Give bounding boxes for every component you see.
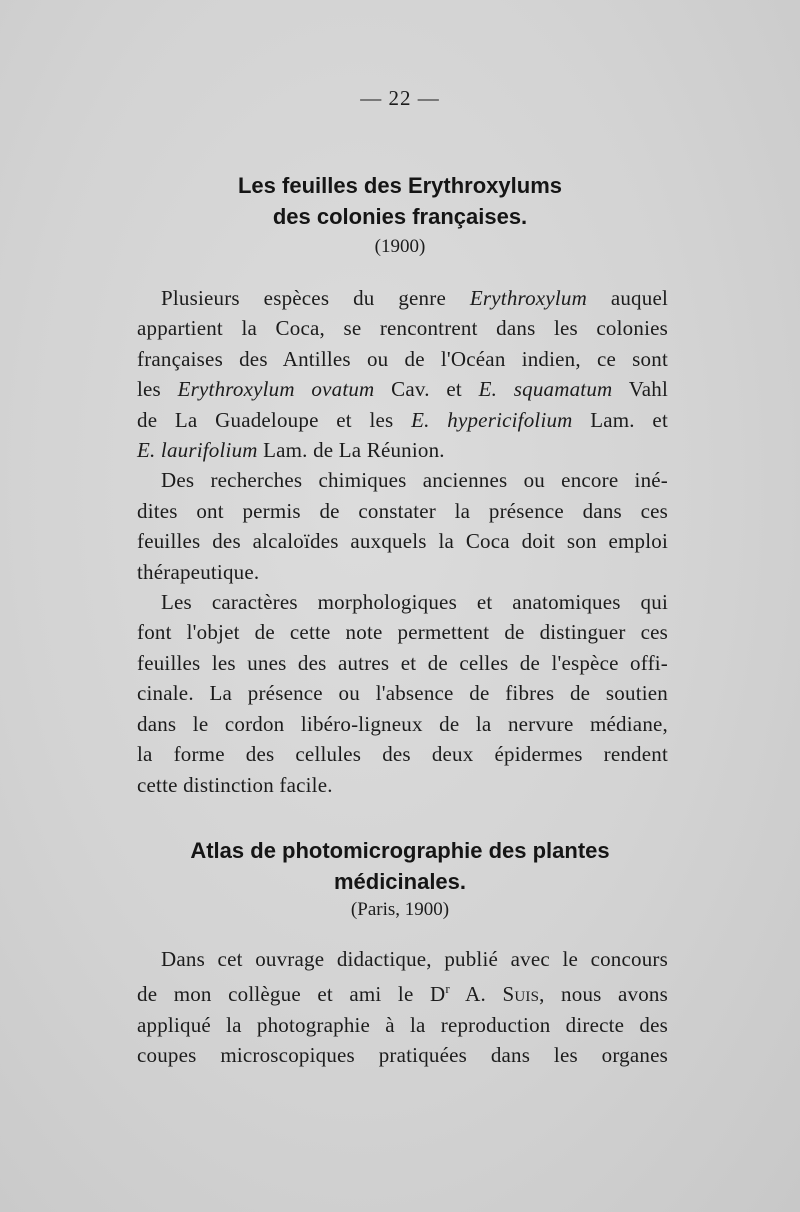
text-line: Des recherches chimiques anciennes ou encore iné- bbox=[161, 468, 668, 493]
text-line: appartient la Coca, se rencontrent dans les colonies bbox=[137, 316, 668, 341]
page-number: — 22 — bbox=[360, 86, 440, 110]
text-line: la forme des cellules des deux épidermes rendent bbox=[137, 742, 668, 767]
text-line: les Erythroxylum ovatum Cav. et E. squamatum Vahl bbox=[137, 377, 668, 402]
text-line: feuilles des alcaloïdes auxquels la Coca doit son emploi bbox=[137, 529, 668, 554]
text-line: feuilles les unes des autres et de celles de l'espèce offi- bbox=[137, 650, 668, 675]
text-line: font l'objet de cette note permettent de distinguer ces bbox=[137, 620, 668, 645]
section-body-atlas bbox=[137, 944, 668, 1071]
text-line: françaises des Antilles ou de l'Océan indien, ce sont bbox=[137, 346, 668, 371]
section-title-line: Atlas de photomicrographie des plantes bbox=[190, 838, 610, 863]
section-title-line: des colonies françaises. bbox=[272, 204, 528, 229]
text-line: de mon collègue et ami le $D^r$ A. Suis, nous avons bbox=[137, 981, 668, 1007]
section-title-line: Les feuilles des Erythroxylums bbox=[237, 173, 563, 198]
text-line: Dans cet ouvrage didactique, publié avec le concours bbox=[161, 947, 668, 971]
text-line: dans le cordon libéro-ligneux de la nervure médiane, bbox=[137, 711, 668, 736]
section-year: (1900) bbox=[374, 236, 426, 257]
section-body-erythroxylums bbox=[137, 283, 668, 800]
text-line: appliqué la photographie à la reproduction directe des bbox=[137, 1012, 668, 1037]
text-line: cette distinction facile. bbox=[137, 772, 333, 797]
section-title-erythroxylums bbox=[0, 170, 800, 232]
text-line: thérapeutique. bbox=[137, 559, 260, 584]
section-title-atlas bbox=[0, 835, 800, 897]
text-line: cinale. La présence ou l'absence de fibres de soutien bbox=[137, 681, 668, 706]
text-line: Les caractères morphologiques et anatomiques qui bbox=[161, 590, 668, 615]
section-title-line: médicinales. bbox=[333, 869, 467, 894]
text-line: dites ont permis de constater la présence dans ces bbox=[137, 498, 668, 523]
text-line: Plusieurs espèces du genre Erythroxylum auquel bbox=[161, 286, 668, 310]
text-line: E. laurifolium Lam. de La Réunion. bbox=[137, 438, 445, 463]
section-place-year: (Paris, 1900) bbox=[350, 899, 450, 920]
text-line: coupes microscopiques pratiquées dans les organes bbox=[137, 1043, 668, 1068]
text-line: de La Guadeloupe et les E. hypericifolium Lam. et bbox=[137, 407, 668, 432]
